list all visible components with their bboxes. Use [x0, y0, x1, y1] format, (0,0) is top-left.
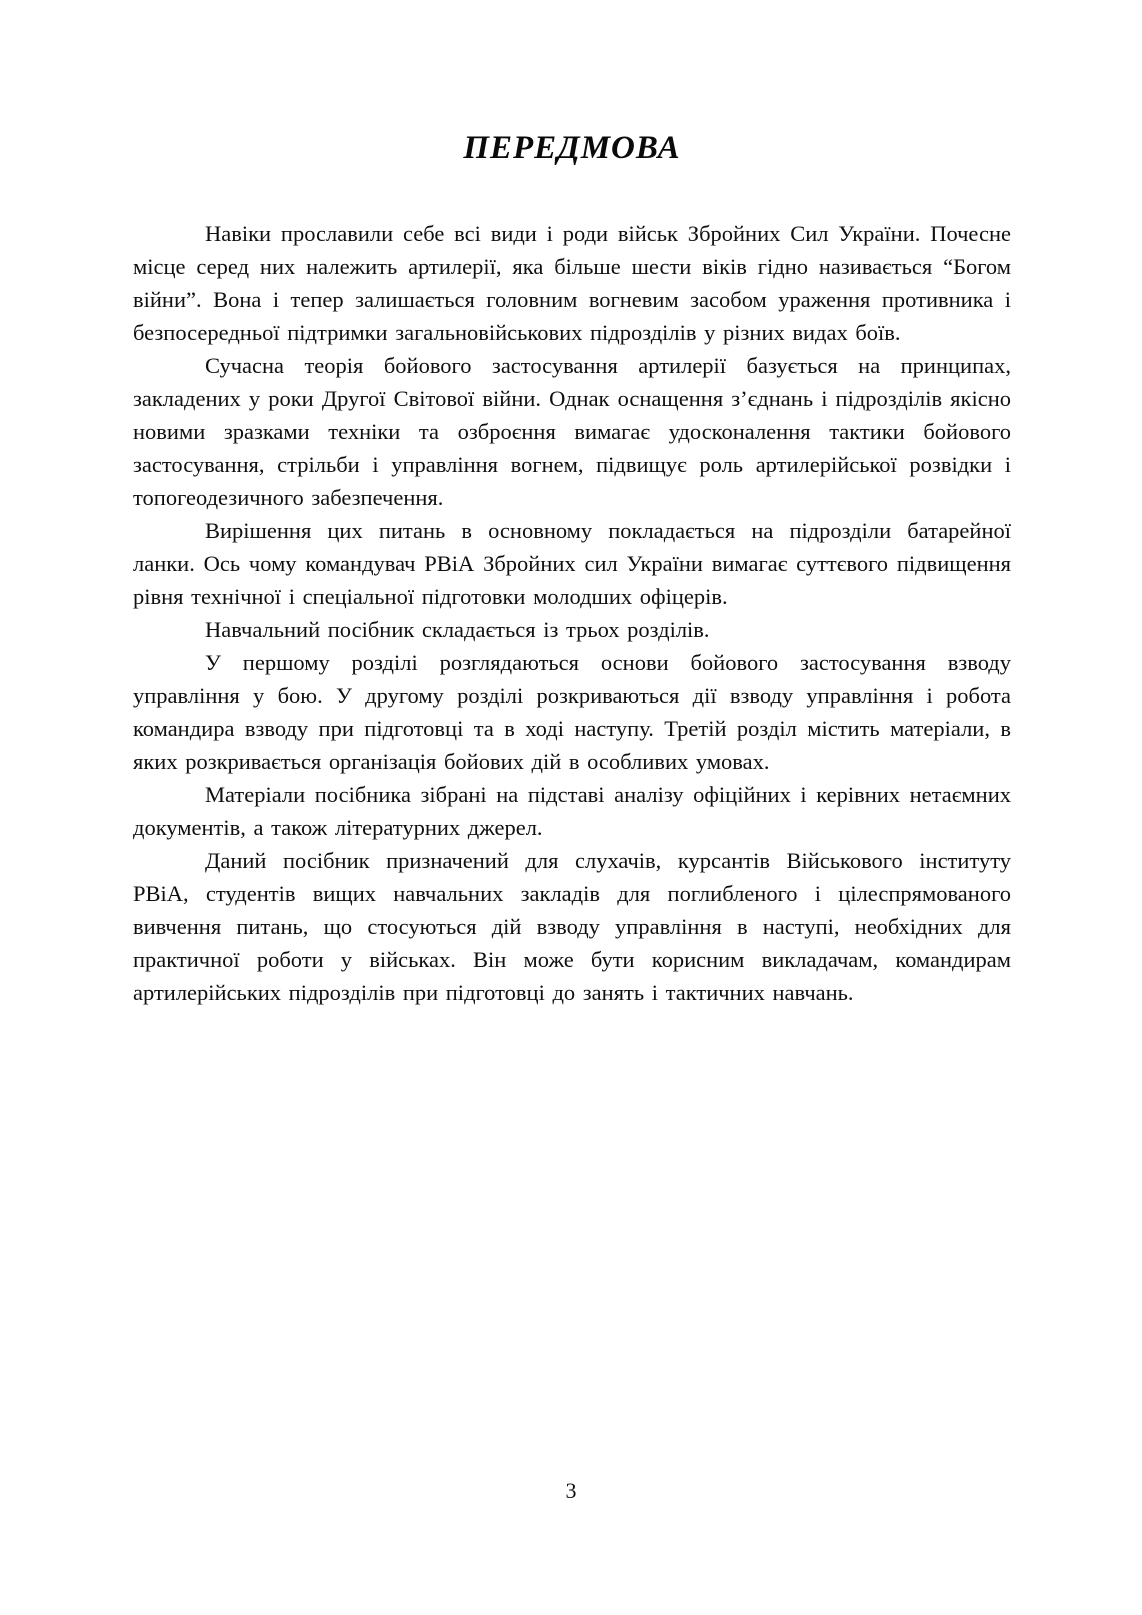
page-title: ПЕРЕДМОВА — [463, 130, 681, 166]
paragraph-2: Сучасна теорія бойового застосування артилерії базується на принципах, закладених у роки Другої Світової війни. Однак оснащення з’єднань і підрозділів якісно новими зразками техніки та озброєння вимагає удосконалення тактики бойового застосування, стрільби і управління вогнем, підвищує роль артилерійської розвідки і топогеодезичного забезпечення. — [133, 353, 1011, 510]
paragraph-4: Навчальний посібник складається із трьох розділів. — [205, 617, 710, 642]
paragraph-7: Даний посібник призначений для слухачів, курсантів Військового інституту РВіА, студентів вищих навчальних закладів для поглибленого і цілеспрямованого вивчення питань, що стосуються дій взводу управління в наступі, необхідних для практичної роботи у військах. Він може бути корисним викладачам, командирам артилерійських підрозділів при підготовці до занять і тактичних навчань. — [133, 848, 1011, 1005]
page-number: 3 — [565, 1478, 577, 1503]
document-body — [133, 217, 1011, 1009]
paragraph-1: Навіки прославили себе всі види і роди військ Збройних Сил України. Почесне місце серед них належить артилерії, яка більше шести віків гідно називається “Богом війни”. Вона і тепер залишається головним вогневим засобом ураження противника і безпосередньої підтримки загальновійськових підрозділів у різних видах боїв. — [133, 221, 1011, 345]
paragraph-3: Вирішення цих питань в основному покладається на підрозділи батарейної ланки. Ось чому командувач РВіА Збройних сил України вимагає суттєвого підвищення рівня технічної і спеціальної підготовки молодших офіцерів. — [133, 518, 1011, 609]
paragraph-6: Матеріали посібника зібрані на підставі аналізу офіційних і керівних нетаємних документів, а також літературних джерел. — [133, 782, 1011, 840]
text-block — [133, 130, 1011, 1009]
paragraph-5: У першому розділі розглядаються основи бойового застосування взводу управління у бою. У другому розділі розкриваються дії взводу управління і робота командира взводу при підготовці та в ході наступу. Третій розділ містить матеріали, в яких розкривається організація бойових дій в особливих умовах. — [133, 650, 1011, 774]
